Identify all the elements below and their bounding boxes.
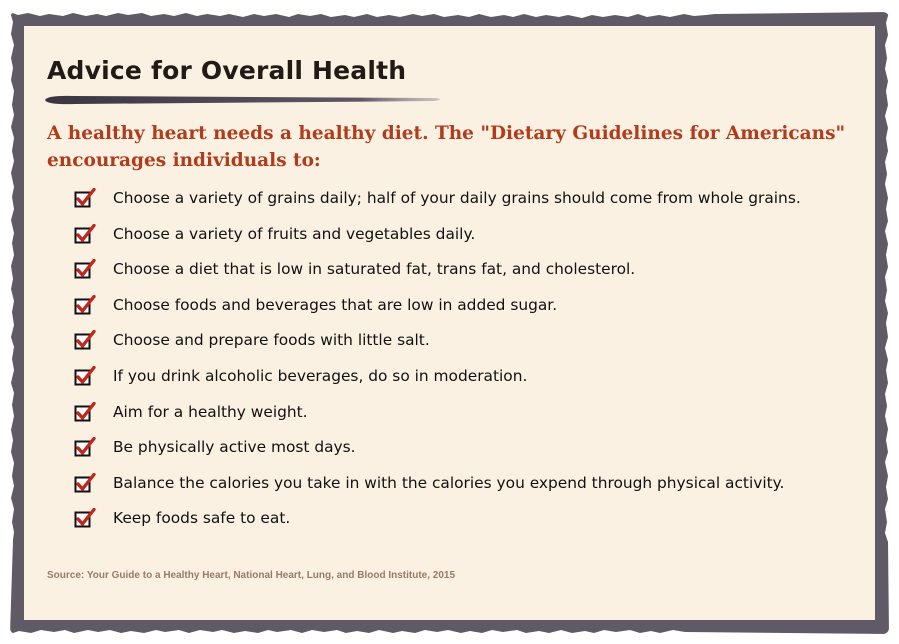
list-item (74, 361, 801, 397)
list-item-text: Keep foods safe to eat. (113, 509, 291, 528)
list-item-text: Choose foods and beverages that are low in added sugar. (113, 295, 558, 314)
checkbox-checked-icon (74, 259, 96, 281)
checkbox-checked-icon (74, 330, 96, 352)
list-item (74, 325, 801, 361)
list-item-text: Choose a variety of grains daily; half of your daily grains should come from whole grains. (113, 189, 801, 207)
intro-text: A healthy heart needs a healthy diet. The "Dietary Guidelines for Americans" encourages individuals to: (47, 123, 846, 171)
list-item-text: Aim for a healthy weight. (113, 402, 308, 421)
list-item-text: Be physically active most days. (113, 438, 356, 457)
list-item (74, 397, 801, 433)
list-item (74, 468, 801, 504)
page-title: Advice for Overall Health (47, 56, 407, 85)
checkbox-checked-icon (74, 508, 96, 530)
list-item (74, 183, 801, 219)
checkbox-checked-icon (74, 473, 96, 495)
list-item-text: If you drink alcoholic beverages, do so in moderation. (113, 366, 528, 385)
checkbox-checked-icon (74, 224, 96, 246)
checkbox-checked-icon (74, 295, 96, 317)
list-item (74, 254, 801, 290)
list-item-text: Balance the calories you take in with the calories you expend through physical activity. (113, 473, 785, 492)
list-item-text: Choose a diet that is low in saturated fat, trans fat, and cholesterol. (113, 260, 636, 279)
title-underline (45, 94, 445, 106)
checkbox-checked-icon (74, 402, 96, 424)
list-item-text: Choose and prepare foods with little salt. (113, 331, 430, 350)
checkbox-checked-icon (74, 188, 96, 210)
list-item (74, 219, 801, 255)
list-item-text: Choose a variety of fruits and vegetables daily. (113, 224, 476, 243)
guideline-list (74, 183, 801, 539)
checkbox-checked-icon (74, 366, 96, 388)
list-item (74, 503, 801, 539)
checkbox-checked-icon (74, 437, 96, 459)
list-item (74, 432, 801, 468)
list-item (74, 290, 801, 326)
source-citation: Source: Your Guide to a Healthy Heart, National Heart, Lung, and Blood Institute, 2015 (47, 570, 456, 581)
